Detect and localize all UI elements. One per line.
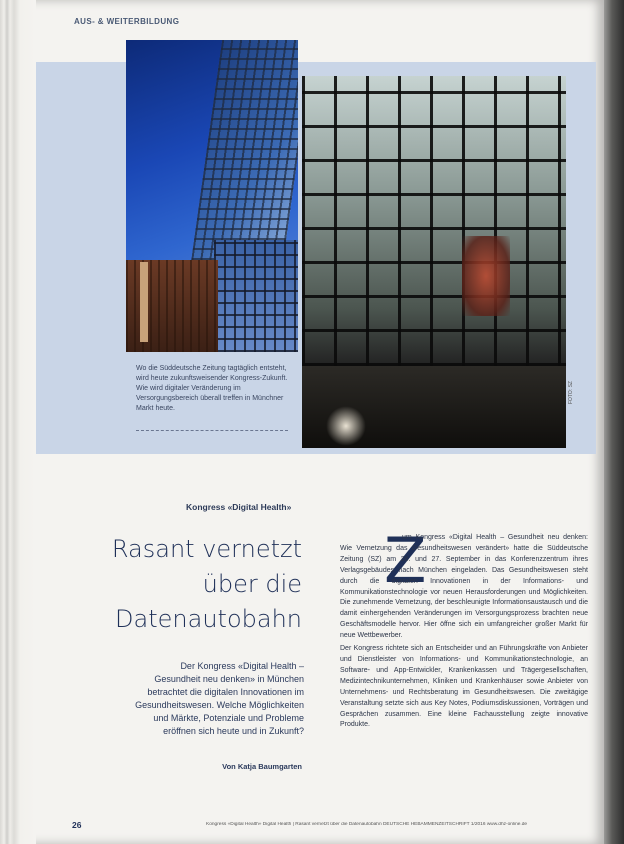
light-glow (326, 406, 366, 446)
article-kicker: Kongress «Digital Health» (186, 502, 292, 512)
glass-facade-grid (302, 76, 566, 366)
headline-line-2: über die (202, 570, 302, 598)
photo-credit: FOTO: SZ (568, 381, 574, 404)
building-sign (140, 262, 148, 342)
page-number: 26 (72, 820, 82, 830)
photo-caption-box (126, 352, 298, 448)
glass-tower (190, 40, 298, 270)
photo-building-exterior (126, 40, 298, 352)
article-body (340, 533, 588, 733)
photo-atrium-interior (302, 76, 566, 448)
facing-page-edge (604, 0, 624, 844)
page-edge-stack (0, 0, 36, 844)
body-paragraph-2: Der Kongress richtete sich an Entscheider und an Führungskräfte von Anbieter und Dienstleister von Informations- und Kommunikationstechnologie, an Software- und App-Entwickler, Krankenkassen und Trägergesellschaften, Medizintechnikunternehmen, Kliniken und Krankenhäuser sowie Anbieter von Unternehmens- und Rechtsberatung im Gesundheitswesen. Die zweitägige Veranstaltung setzte sich aus Key Notes, Podiumsdiskussionen, Vorträgen und Gesprächen zusammen. Eine kleine Fachausstellung zeigte innovative Produkte. (340, 645, 588, 729)
article-teaser: Der Kongress «Digital Health – Gesundheit neu denken» in München betrachtet die digitalen Innovationen im Gesundheitswesen. Welche Möglichkeiten und Märkte, Potenziale und Probleme eröffnen sich heute und in Zukunft? (135, 661, 304, 736)
section-label: AUS- & WEITERBILDUNG (74, 17, 180, 26)
article-byline: Von Katja Baumgarten (222, 762, 302, 771)
caption-divider (136, 430, 288, 431)
body-paragraph-1: um Kongress «Digital Health – Gesundheit neu denken: Wie Vernetzung das Gesundheitswesen verändert» hatte die Süddeutsche Zeitung (SZ) am 26. und 27. September in das Konferenzzentrum ihres Verlagsgebäudes nach München eingeladen. Das Gesundheitswesen steht durch die digitalen Innovationen in der Informations- und Kommunikationstechnologie vor neuen Herausforderungen und Möglichkeiten. Die zunehmende Vernetzung, der beschleunigte Informationsaustausch und die damit einhergehenden Veränderungen im Versorgungsprozess brachten neue Geschäftsmodelle hervor. Hier öffne sich ein umfangreicher großer Markt für neue Wettbewerber. (340, 534, 588, 640)
headline-line-1: Rasant vernetzt (111, 535, 302, 563)
photo-caption: Wo die Süddeutsche Zeitung tagtäglich entsteht, wird heute zukunftsweisender Kongress-Zukunft. Wie wird digitaler Veränderung im Versorgungsbereich überall treffen in Münchner Markt heute. (136, 365, 288, 412)
headline-line-3: Datenautobahn (115, 605, 302, 633)
page-footer: Kongress «Digital Health» Digital Health | Rasant vernetzt über die Datenautobahn DEUTSCHE HEBAMMENZEITSCHRIFT 1/2016 www.dhz-online.de (206, 822, 528, 827)
drop-cap: Z (384, 524, 427, 597)
red-light-accent (462, 236, 510, 316)
glass-building (214, 240, 298, 352)
article-headline (100, 532, 302, 637)
